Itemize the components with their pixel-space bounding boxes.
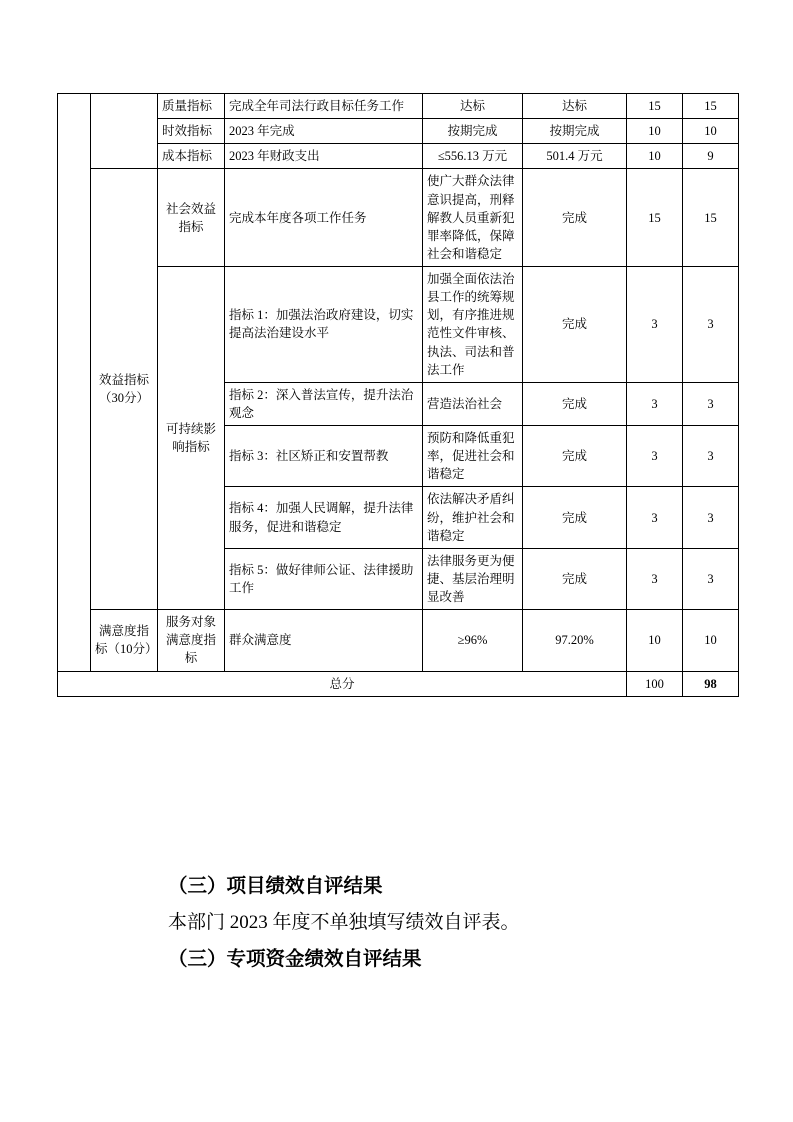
total-actual-score: 98 <box>683 671 739 696</box>
cell-actual-value: 达标 <box>523 94 627 119</box>
table-row <box>58 267 739 383</box>
cell-target-value: 加强全面依法治县工作的统筹规划，有序推进规范性文件审核、执法、司法和普法工作 <box>423 267 523 383</box>
cell-actual-score: 10 <box>683 610 739 671</box>
cell-actual-value: 97.20% <box>523 610 627 671</box>
cell-indicator-content: 完成全年司法行政目标任务工作 <box>225 94 423 119</box>
cell-actual-value: 完成 <box>523 426 627 487</box>
body-section <box>0 868 793 978</box>
cell-score: 3 <box>627 267 683 383</box>
section-heading-special-fund-result: （三）专项资金绩效自评结果 <box>168 949 422 971</box>
table-total-row <box>58 671 739 696</box>
cell-target-value: 营造法治社会 <box>423 382 523 425</box>
cell-actual-value: 完成 <box>523 169 627 267</box>
cell-target-value: ≥96% <box>423 610 523 671</box>
cell-indicator-content: 2023 年财政支出 <box>225 144 423 169</box>
cell-target-value: 达标 <box>423 94 523 119</box>
cell-indicator-type: 社会效益指标 <box>158 169 225 267</box>
cell-score: 3 <box>627 548 683 609</box>
cell-actual-value: 按期完成 <box>523 119 627 144</box>
table-row <box>58 169 739 267</box>
table-row <box>58 144 739 169</box>
cell-indicator-type: 服务对象满意度指标 <box>158 610 225 671</box>
cell-actual-value: 完成 <box>523 487 627 548</box>
cell-benefit-group-label: 效益指标（30分） <box>91 169 158 610</box>
cell-actual-score: 3 <box>683 548 739 609</box>
table-row <box>58 94 739 119</box>
cell-actual-score: 9 <box>683 144 739 169</box>
cell-actual-score: 10 <box>683 119 739 144</box>
cell-indicator-content: 指标 1：加强法治政府建设，切实提高法治建设水平 <box>225 267 423 383</box>
cell-satisfaction-group-label: 满意度指标（10分） <box>91 610 158 671</box>
total-score: 100 <box>627 671 683 696</box>
cell-indicator-type: 可持续影响指标 <box>158 267 225 610</box>
cell-score: 15 <box>627 94 683 119</box>
cell-target-value: 预防和降低重犯率，促进社会和谐稳定 <box>423 426 523 487</box>
cell-indicator-content: 指标 4：加强人民调解，提升法律服务，促进和谐稳定 <box>225 487 423 548</box>
cell-target-value: 依法解决矛盾纠纷，维护社会和谐稳定 <box>423 487 523 548</box>
cell-indicator-content: 2023 年完成 <box>225 119 423 144</box>
performance-table <box>57 93 739 697</box>
cell-indicator-type: 成本指标 <box>158 144 225 169</box>
cell-indicator-content: 指标 3：社区矫正和安置帮教 <box>225 426 423 487</box>
cell-actual-value: 完成 <box>523 382 627 425</box>
cell-actual-score: 3 <box>683 426 739 487</box>
cell-leftmost-blank <box>58 94 91 672</box>
cell-actual-value: 完成 <box>523 548 627 609</box>
cell-indicator-type: 时效指标 <box>158 119 225 144</box>
cell-target-value: 按期完成 <box>423 119 523 144</box>
cell-score: 3 <box>627 426 683 487</box>
cell-target-value: ≤556.13 万元 <box>423 144 523 169</box>
cell-target-value: 法律服务更为便捷、基层治理明显改善 <box>423 548 523 609</box>
cell-indicator-content: 群众满意度 <box>225 610 423 671</box>
table-row <box>58 610 739 671</box>
cell-indicator-type: 质量指标 <box>158 94 225 119</box>
performance-table-container <box>57 93 738 697</box>
section-heading-project-result: （三）项目绩效自评结果 <box>168 876 383 897</box>
cell-actual-score: 3 <box>683 382 739 425</box>
cell-actual-score: 3 <box>683 487 739 548</box>
cell-indicator-content: 完成本年度各项工作任务 <box>225 169 423 267</box>
cell-actual-value: 完成 <box>523 267 627 383</box>
table-row <box>58 119 739 144</box>
section-paragraph-project-result: 本部门 2023 年度不单独填写绩效自评表。 <box>168 912 520 934</box>
cell-score: 3 <box>627 487 683 548</box>
cell-score: 10 <box>627 144 683 169</box>
cell-actual-score: 3 <box>683 267 739 383</box>
cell-actual-score: 15 <box>683 169 739 267</box>
cell-score: 10 <box>627 119 683 144</box>
cell-actual-score: 15 <box>683 94 739 119</box>
cell-target-value: 使广大群众法律意识提高，刑释解教人员重新犯罪率降低，保障社会和谐稳定 <box>423 169 523 267</box>
cell-score: 15 <box>627 169 683 267</box>
cell-score: 10 <box>627 610 683 671</box>
cell-group-blank <box>91 94 158 169</box>
total-label: 总分 <box>58 671 627 696</box>
cell-actual-value: 501.4 万元 <box>523 144 627 169</box>
cell-indicator-content: 指标 5：做好律师公证、法律援助工作 <box>225 548 423 609</box>
cell-indicator-content: 指标 2：深入普法宣传，提升法治观念 <box>225 382 423 425</box>
cell-score: 3 <box>627 382 683 425</box>
